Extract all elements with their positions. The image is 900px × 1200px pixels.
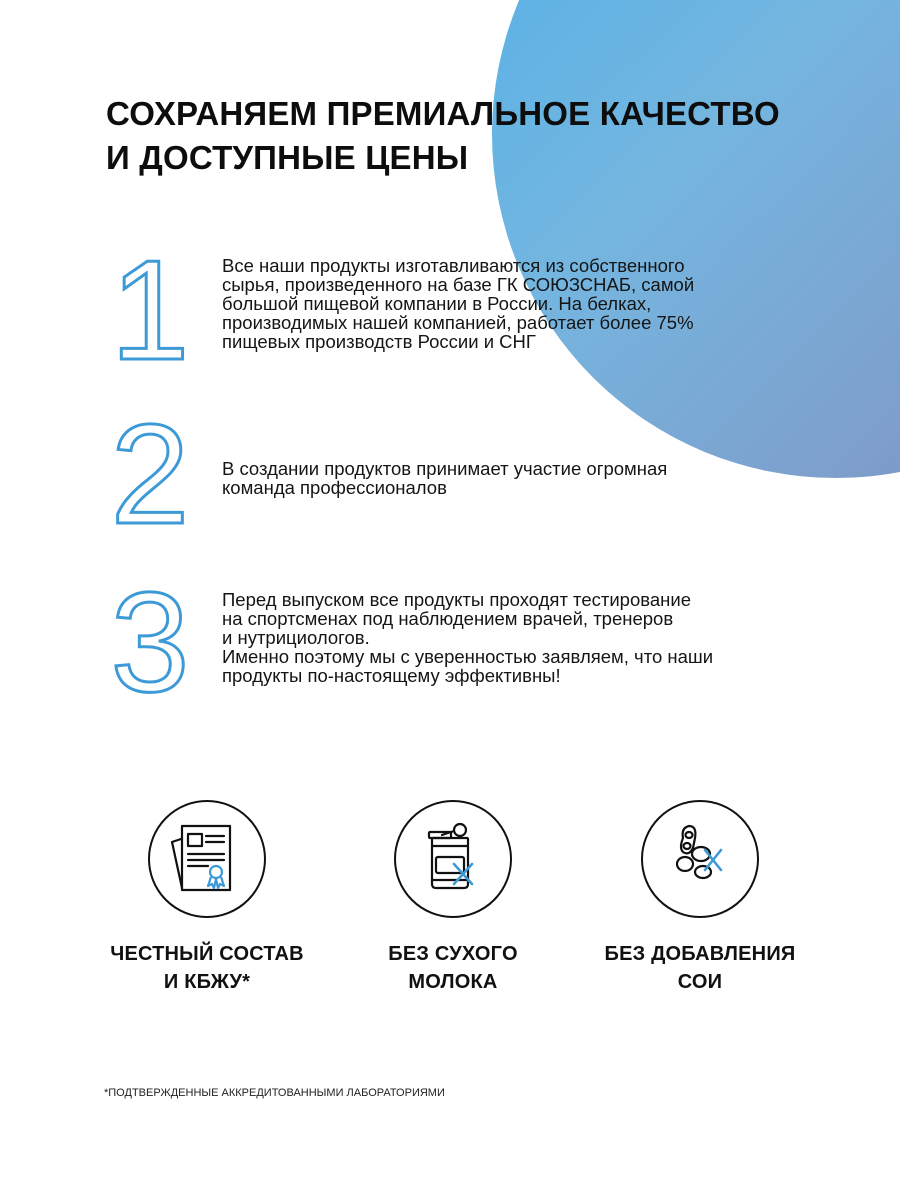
certificate-document-icon: [150, 802, 264, 916]
feature-label-line-1: ЧЕСТНЫЙ СОСТАВ: [110, 943, 304, 965]
step-1-line: большой пищевой компании в России. На белках,: [222, 293, 652, 314]
step-2-text: [222, 459, 782, 497]
feature-label: [87, 940, 327, 996]
feature-icon-circle: [148, 800, 266, 918]
step-3-line: Именно поэтому мы с уверенностью заявляем, что наши: [222, 646, 714, 667]
feature-label-line-2: МОЛОКА: [408, 971, 498, 993]
step-number-2: 2: [110, 395, 190, 554]
step-3-text: [222, 590, 782, 685]
step-1-text: [222, 256, 782, 351]
feature-label-line-1: БЕЗ ДОБАВЛЕНИЯ: [604, 943, 796, 965]
title-line-2: И ДОСТУПНЫЕ ЦЕНЫ: [106, 139, 469, 176]
feature-honest-composition: [87, 800, 327, 996]
feature-icon-circle: [641, 800, 759, 918]
feature-no-milk-powder: [333, 800, 573, 996]
title-line-1: СОХРАНЯЕМ ПРЕМИАЛЬНОЕ КАЧЕСТВО: [106, 95, 780, 132]
footnote: *ПОДТВЕРЖДЕННЫЕ АККРЕДИТОВАННЫМИ ЛАБОРАТОРИЯМИ: [104, 1087, 445, 1099]
step-3-line: продукты по-настоящему эффективны!: [222, 665, 561, 686]
step-number-3: 3: [110, 563, 190, 722]
soybean-crossed-icon: [643, 802, 757, 916]
feature-label: [580, 940, 820, 996]
step-3-line: Перед выпуском все продукты проходят тестирование: [222, 589, 691, 610]
feature-label-line-2: И КБЖУ*: [163, 971, 251, 993]
step-2-line: команда профессионалов: [222, 477, 447, 498]
feature-label-line-2: СОИ: [677, 971, 723, 993]
decorative-gradient-circle: [492, 0, 900, 478]
step-1-line: сырья, произведенного на базе ГК СОЮЗСНАБ, самой: [222, 274, 695, 295]
step-number-1: 1: [110, 231, 190, 390]
step-1-line: Все наши продукты изготавливаются из собственного: [222, 255, 685, 276]
step-3-line: на спортсменах под наблюдением врачей, тренеров: [222, 608, 674, 629]
feature-label-line-1: БЕЗ СУХОГО: [388, 943, 518, 965]
step-2-line: В создании продуктов принимает участие огромная: [222, 458, 668, 479]
feature-label: [333, 940, 573, 996]
page-title: [106, 92, 780, 180]
milk-powder-jar-crossed-icon: [396, 802, 510, 916]
step-3-line: и нутрициологов.: [222, 627, 370, 648]
feature-no-soy: [580, 800, 820, 996]
feature-icon-circle: [394, 800, 512, 918]
step-1-line: производимых нашей компанией, работает более 75%: [222, 312, 694, 333]
step-1-line: пищевых производств России и СНГ: [222, 331, 536, 352]
